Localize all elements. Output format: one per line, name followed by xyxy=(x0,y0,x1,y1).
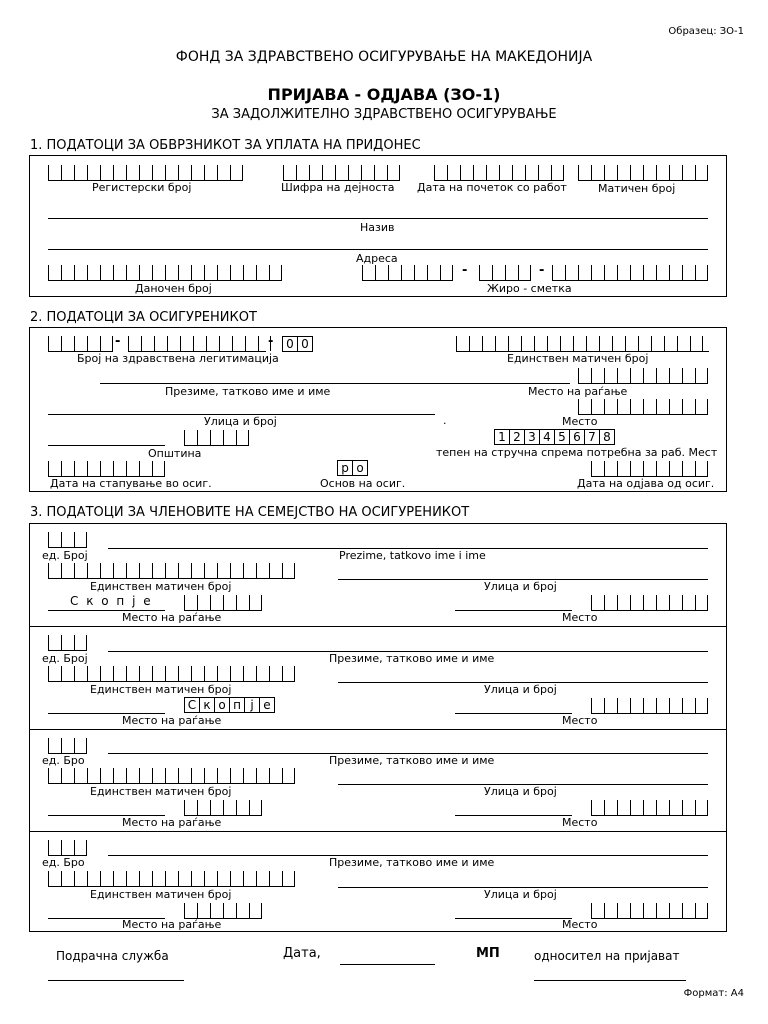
qualification-digit[interactable]: 1 xyxy=(494,429,510,445)
qualification-digit[interactable]: 2 xyxy=(509,429,525,445)
address-line[interactable] xyxy=(48,249,708,250)
member2-birthplace-char[interactable]: С xyxy=(184,697,200,713)
tax-number-cells[interactable] xyxy=(48,265,282,281)
member4-ord-label: ед. Бро xyxy=(42,856,85,869)
name-line[interactable] xyxy=(48,218,708,219)
exit-date-cells[interactable] xyxy=(591,461,708,477)
giro-dash-2: - xyxy=(539,263,545,278)
member1-place-label: Место xyxy=(562,611,598,624)
exit-date-label: Дата на одјава од осиг. xyxy=(577,477,715,490)
address-label: Адреса xyxy=(356,252,398,265)
member1-ord-cells[interactable] xyxy=(48,532,87,548)
start-date-label: Дата на почеток со работ xyxy=(417,181,567,194)
full-name-label: Презиме, татково име и име xyxy=(165,385,331,398)
member2-place-label: Место xyxy=(562,714,598,727)
member3-birthplace-label: Место на раѓање xyxy=(122,816,222,829)
section2-heading: 2. ПОДАТОЦИ ЗА ОСИГУРЕНИКОТ xyxy=(30,310,257,325)
health-id-cells-1[interactable] xyxy=(48,336,113,352)
date-label: Дата, xyxy=(283,946,321,961)
member1-name-label: Prezime, tatkovo ime i ime xyxy=(339,549,486,562)
id-number-label: Матичен број xyxy=(598,182,676,195)
member2-place-cells[interactable] xyxy=(591,698,708,714)
member2-street-label: Улица и број xyxy=(484,683,557,696)
member2-birthplace-char[interactable]: ј xyxy=(244,697,260,713)
member2-ord-label: ед. Број xyxy=(42,652,88,665)
regional-office-line[interactable] xyxy=(48,980,184,981)
activity-code-cells[interactable] xyxy=(283,165,400,181)
health-id-suffix-digit[interactable]: 0 xyxy=(297,336,313,352)
member4-street-label: Улица и број xyxy=(484,888,557,901)
health-id-label: Број на здравствена легитимација xyxy=(77,352,279,365)
member1-birthplace-cells[interactable] xyxy=(184,595,262,611)
member1-place-cells[interactable] xyxy=(591,595,708,611)
activity-code-label: Шифра на дејноста xyxy=(281,181,395,194)
member2-embg-cells[interactable] xyxy=(48,666,295,682)
member1-embg-label: Единствен матичен број xyxy=(90,580,232,593)
place-cells[interactable] xyxy=(578,399,708,415)
street-label: Улица и број xyxy=(204,415,277,428)
fund-title: ФОНД ЗА ЗДРАВСТВЕНО ОСИГУРУВАЊЕ НА МАКЕДОНИЈА xyxy=(175,49,593,65)
member3-name-label: Презиме, татково име и име xyxy=(329,754,495,767)
reg-number-label: Регистерски број xyxy=(92,181,192,194)
member1-street-label: Улица и број xyxy=(484,580,557,593)
qualification-digit[interactable]: 4 xyxy=(539,429,555,445)
place-dot: . xyxy=(443,414,447,427)
member2-birthplace-boxes[interactable] xyxy=(184,697,274,713)
section1-heading: 1. ПОДАТОЦИ ЗА ОБВРЗНИКОТ ЗА УПЛАТА НА ПРИДОНЕС xyxy=(30,138,421,153)
member2-ord-cells[interactable] xyxy=(48,635,87,651)
member4-embg-cells[interactable] xyxy=(48,871,295,887)
member3-place-label: Место xyxy=(562,816,598,829)
start-date-cells[interactable] xyxy=(434,165,564,181)
entry-date-label: Дата на стапување во осиг. xyxy=(50,477,212,490)
member3-place-line[interactable] xyxy=(455,815,572,816)
birthplace-cells[interactable] xyxy=(578,368,708,384)
qualification-digit[interactable]: 3 xyxy=(524,429,540,445)
member2-name-label: Презиме, татково име и име xyxy=(329,652,495,665)
member3-ord-cells[interactable] xyxy=(48,738,87,754)
member1-embg-cells[interactable] xyxy=(48,563,295,579)
seal-label: МП xyxy=(476,946,500,961)
member1-place-line[interactable] xyxy=(455,610,572,611)
embg-label: Единствен матичен број xyxy=(507,352,649,365)
health-id-dash-1: - xyxy=(115,334,121,349)
member4-ord-cells[interactable] xyxy=(48,840,87,856)
member1-ord-label: ед. Број xyxy=(42,549,88,562)
member2-place-line[interactable] xyxy=(455,713,572,714)
health-id-dash-2: - xyxy=(268,334,274,349)
member4-place-label: Место xyxy=(562,918,598,931)
section3-heading: 3. ПОДАТОЦИ ЗА ЧЛЕНОВИТЕ НА СЕМЕЈСТВО НА ОСИГУРЕНИКОТ xyxy=(30,505,470,520)
form-code: Образец: ЗО-1 xyxy=(668,26,744,37)
qualification-digit[interactable]: 5 xyxy=(554,429,570,445)
embg-cells[interactable] xyxy=(456,336,709,352)
member3-embg-cells[interactable] xyxy=(48,768,295,784)
member1-birthplace-label: Место на раѓање xyxy=(122,611,222,624)
member3-embg-label: Единствен матичен број xyxy=(90,785,232,798)
member4-birthplace-label: Место на раѓање xyxy=(122,918,222,931)
full-name-line[interactable] xyxy=(100,383,570,384)
basis-boxes[interactable] xyxy=(337,460,367,476)
member4-embg-label: Единствен матичен број xyxy=(90,888,232,901)
submitter-label: односител на пријават xyxy=(534,949,680,963)
health-id-suffix-boxes[interactable] xyxy=(282,336,312,352)
member4-birthplace-cells[interactable] xyxy=(184,903,262,919)
qualification-digit[interactable]: 6 xyxy=(569,429,585,445)
qualification-digit[interactable]: 7 xyxy=(584,429,600,445)
qualification-digit[interactable]: 8 xyxy=(599,429,615,445)
basis-label: Основ на осиг. xyxy=(320,477,406,490)
member2-birthplace-char[interactable]: к xyxy=(199,697,215,713)
format-label: Формат: А4 xyxy=(683,988,744,999)
member3-street-label: Улица и број xyxy=(484,785,557,798)
member2-birthplace-char[interactable]: о xyxy=(214,697,230,713)
basis-char[interactable]: о xyxy=(352,460,368,476)
member4-name-label: Презиме, татково име и име xyxy=(329,856,495,869)
member1-birthplace-text[interactable]: С к о п ј е xyxy=(70,594,153,608)
health-id-cells-2[interactable] xyxy=(128,336,266,352)
giro-label: Жиро - сметка xyxy=(487,282,572,295)
giro-bank-cells[interactable] xyxy=(362,265,453,281)
qualification-label: тепен на стручна спрема потребна за раб. Мест xyxy=(436,446,718,459)
date-line[interactable] xyxy=(340,964,435,965)
qualification-boxes[interactable] xyxy=(494,429,614,445)
member3-ord-label: ед. Бро xyxy=(42,754,85,767)
giro-account-cells[interactable] xyxy=(479,265,531,281)
birthplace-label: Место на раѓање xyxy=(528,385,628,398)
member2-birthplace-label: Место на раѓање xyxy=(122,714,222,727)
member2-birthplace-char[interactable]: п xyxy=(229,697,245,713)
member-divider-3 xyxy=(29,831,727,832)
member3-place-cells[interactable] xyxy=(591,800,708,816)
place-label: Место xyxy=(562,415,598,428)
member4-place-line[interactable] xyxy=(455,918,572,919)
basis-char[interactable]: р xyxy=(337,460,353,476)
document-title: ПРИЈАВА - ОДЈАВА (ЗО-1) xyxy=(267,85,501,104)
submitter-line[interactable] xyxy=(534,980,686,981)
member-divider-2 xyxy=(29,729,727,730)
municipality-label: Општина xyxy=(148,447,202,460)
tax-number-label: Даночен број xyxy=(135,282,212,295)
member4-place-cells[interactable] xyxy=(591,903,708,919)
member3-birthplace-cells[interactable] xyxy=(184,800,262,816)
member-divider-1 xyxy=(29,626,727,627)
reg-number-cells[interactable] xyxy=(48,165,243,181)
id-number-cells[interactable] xyxy=(578,165,708,181)
municipality-line[interactable] xyxy=(48,445,165,446)
member2-embg-label: Единствен матичен број xyxy=(90,683,232,696)
municipality-cells[interactable] xyxy=(184,430,249,446)
member2-birthplace-char[interactable]: е xyxy=(259,697,275,713)
health-id-suffix-digit[interactable]: 0 xyxy=(282,336,298,352)
entry-date-cells[interactable] xyxy=(48,461,165,477)
name-label: Назив xyxy=(360,221,395,234)
regional-office-label: Подрачна служба xyxy=(56,949,169,963)
document-subtitle: ЗА ЗАДОЛЖИТЕЛНО ЗДРАВСТВЕНО ОСИГУРУВАЊЕ xyxy=(211,107,557,122)
giro-control-cells[interactable] xyxy=(552,265,708,281)
giro-dash-1: - xyxy=(462,263,468,278)
